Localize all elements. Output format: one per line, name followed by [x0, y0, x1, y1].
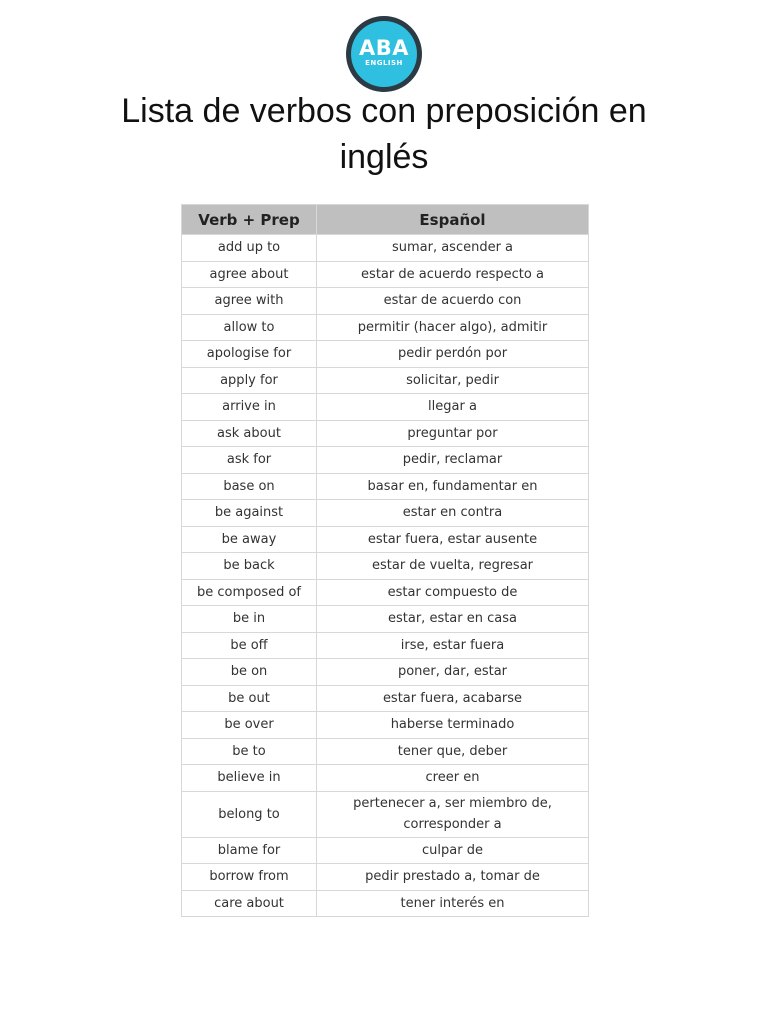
- verb-prep-cell: be composed of: [182, 579, 317, 606]
- table-row: [182, 791, 589, 837]
- verb-prep-cell: add up to: [182, 235, 317, 262]
- verb-prep-cell: allow to: [182, 314, 317, 341]
- espanol-cell: llegar a: [317, 394, 589, 421]
- table-row: [182, 837, 589, 864]
- logo-sub-text: ENGLISH: [365, 59, 403, 67]
- verb-prep-cell: ask about: [182, 420, 317, 447]
- espanol-cell: solicitar, pedir: [317, 367, 589, 394]
- logo-main-text: ABA: [358, 36, 409, 60]
- verb-prep-cell: care about: [182, 890, 317, 917]
- table-row: [182, 447, 589, 474]
- verb-prep-cell: blame for: [182, 837, 317, 864]
- table-row: [182, 606, 589, 633]
- verb-prep-cell: be back: [182, 553, 317, 580]
- table-header-row: [182, 205, 589, 235]
- table-row: [182, 473, 589, 500]
- verb-prep-cell: ask for: [182, 447, 317, 474]
- verbs-table-container: [181, 204, 588, 917]
- aba-english-logo: [346, 16, 422, 92]
- table-body: [182, 235, 589, 917]
- table-row: [182, 420, 589, 447]
- espanol-cell: pedir, reclamar: [317, 447, 589, 474]
- espanol-cell: permitir (hacer algo), admitir: [317, 314, 589, 341]
- logo-badge: [351, 21, 417, 87]
- page-title: Lista de verbos con preposición en inglés: [121, 92, 647, 176]
- verb-prep-cell: be on: [182, 659, 317, 686]
- verb-prep-cell: be over: [182, 712, 317, 739]
- table-row: [182, 526, 589, 553]
- espanol-cell: estar compuesto de: [317, 579, 589, 606]
- table-row: [182, 394, 589, 421]
- espanol-cell: preguntar por: [317, 420, 589, 447]
- verb-prep-cell: believe in: [182, 765, 317, 792]
- verb-prep-cell: agree with: [182, 288, 317, 315]
- table-row: [182, 235, 589, 262]
- espanol-cell: pedir prestado a, tomar de: [317, 864, 589, 891]
- verb-prep-cell: be to: [182, 738, 317, 765]
- table-row: [182, 712, 589, 739]
- espanol-cell: estar fuera, estar ausente: [317, 526, 589, 553]
- verb-prep-cell: borrow from: [182, 864, 317, 891]
- verb-prep-cell: apologise for: [182, 341, 317, 368]
- verb-prep-cell: arrive in: [182, 394, 317, 421]
- verb-prep-cell: be in: [182, 606, 317, 633]
- espanol-cell: estar de acuerdo con: [317, 288, 589, 315]
- verb-prep-cell: be away: [182, 526, 317, 553]
- table-row: [182, 579, 589, 606]
- espanol-cell: estar, estar en casa: [317, 606, 589, 633]
- verb-prep-cell: be out: [182, 685, 317, 712]
- verb-prep-cell: belong to: [182, 791, 317, 837]
- verb-prep-cell: apply for: [182, 367, 317, 394]
- table-row: [182, 738, 589, 765]
- verb-prep-cell: be against: [182, 500, 317, 527]
- table-row: [182, 890, 589, 917]
- espanol-cell: tener interés en: [317, 890, 589, 917]
- table-row: [182, 864, 589, 891]
- espanol-cell: sumar, ascender a: [317, 235, 589, 262]
- espanol-cell: pedir perdón por: [317, 341, 589, 368]
- verb-prep-cell: be off: [182, 632, 317, 659]
- verbs-table: [181, 204, 589, 917]
- espanol-cell: creer en: [317, 765, 589, 792]
- verb-prep-cell: base on: [182, 473, 317, 500]
- table-row: [182, 288, 589, 315]
- espanol-cell: basar en, fundamentar en: [317, 473, 589, 500]
- column-header-verb-prep: Verb + Prep: [182, 205, 317, 235]
- table-row: [182, 659, 589, 686]
- table-row: [182, 553, 589, 580]
- table-row: [182, 261, 589, 288]
- espanol-cell: tener que, deber: [317, 738, 589, 765]
- table-row: [182, 341, 589, 368]
- espanol-cell: culpar de: [317, 837, 589, 864]
- espanol-cell: poner, dar, estar: [317, 659, 589, 686]
- espanol-cell: haberse terminado: [317, 712, 589, 739]
- espanol-cell: estar de acuerdo respecto a: [317, 261, 589, 288]
- table-row: [182, 632, 589, 659]
- table-row: [182, 367, 589, 394]
- espanol-cell: estar de vuelta, regresar: [317, 553, 589, 580]
- column-header-espanol: Español: [317, 205, 589, 235]
- espanol-cell: pertenecer a, ser miembro de, corresponder a: [317, 791, 589, 837]
- espanol-cell: estar fuera, acabarse: [317, 685, 589, 712]
- table-row: [182, 500, 589, 527]
- verb-prep-cell: agree about: [182, 261, 317, 288]
- table-row: [182, 685, 589, 712]
- espanol-cell: estar en contra: [317, 500, 589, 527]
- table-row: [182, 765, 589, 792]
- espanol-cell: irse, estar fuera: [317, 632, 589, 659]
- table-row: [182, 314, 589, 341]
